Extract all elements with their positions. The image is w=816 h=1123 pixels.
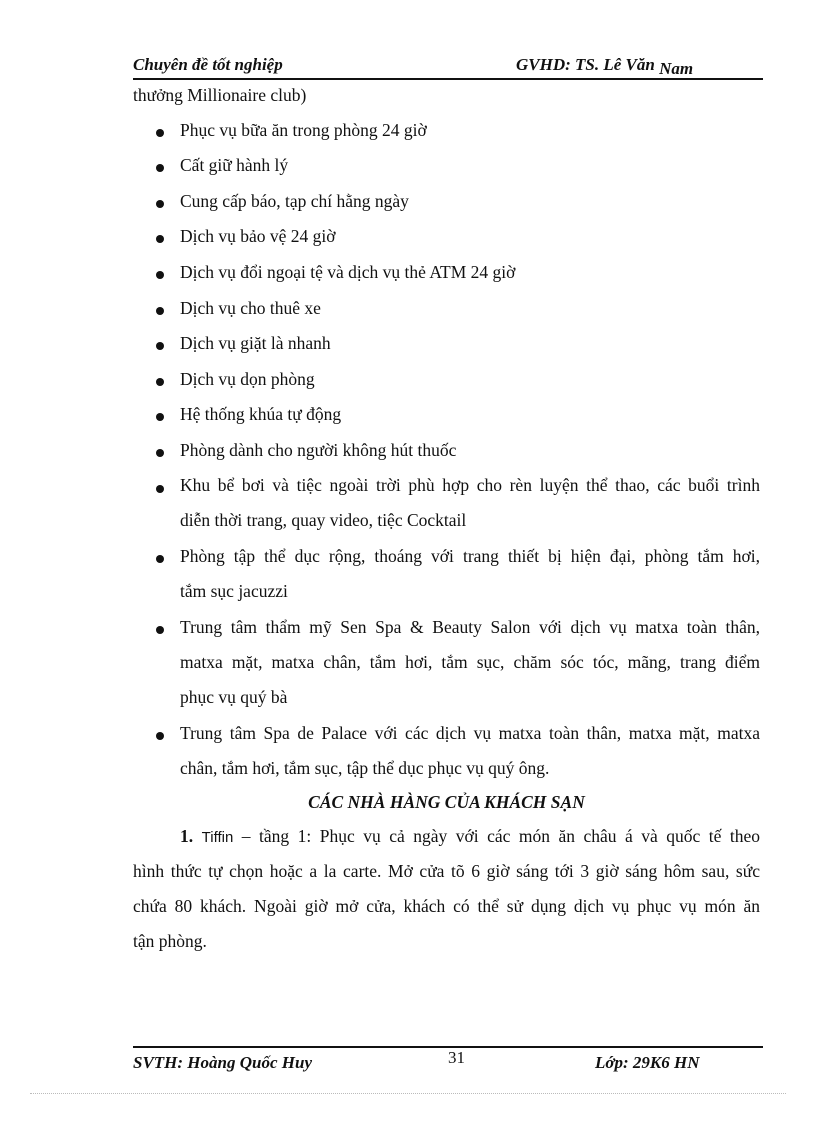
header-advisor-prefix: GVHD: TS. Lê Văn <box>516 55 655 74</box>
bullet-icon <box>156 449 164 457</box>
page-footer <box>133 1046 763 1078</box>
paragraph-line: hình thức tự chọn hoặc a la carte. Mở cửa tõ 6 giờ sáng tới 3 giờ sáng hôm sau, sức <box>133 861 760 881</box>
bullet-text: tắm sục jacuzzi <box>180 581 288 601</box>
paragraph-line1-rest: – tầng 1: Phục vụ cả ngày với các món ăn châu á và quốc tế theo <box>233 826 761 846</box>
page-header <box>133 52 763 80</box>
bullet-icon <box>156 626 164 634</box>
bullet-text: Phòng dành cho người không hút thuốc <box>180 440 457 460</box>
bullet-text: Trung tâm thẩm mỹ Sen Spa & Beauty Salon với dịch vụ matxa toàn thân, <box>180 617 760 637</box>
bullet-icon <box>156 271 164 279</box>
bullet-text: Phục vụ bữa ăn trong phòng 24 giờ <box>180 120 427 140</box>
page-edge-divider <box>30 1093 786 1094</box>
bullet-icon <box>156 342 164 350</box>
bullet-icon <box>156 129 164 137</box>
bullet-text: Dịch vụ dọn phòng <box>180 369 315 389</box>
paragraph-line: chứa 80 khách. Ngoài giờ mở cửa, khách có thể sử dụng dịch vụ phục vụ món ăn <box>133 896 760 916</box>
bullet-text: Dịch vụ giặt là nhanh <box>180 333 331 353</box>
bullet-text: Khu bể bơi và tiệc ngoài trời phù hợp cho rèn luyện thể thao, các buổi trình <box>180 475 760 495</box>
page-number: 31 <box>448 1048 465 1067</box>
bullet-icon <box>156 413 164 421</box>
bullet-icon <box>156 307 164 315</box>
bullet-icon <box>156 235 164 243</box>
footer-student: SVTH: Hoàng Quốc Huy <box>133 1053 312 1072</box>
bullet-icon <box>156 555 164 563</box>
bullet-text: Hệ thống khúa tự động <box>180 404 342 424</box>
restaurant-name: Tiffin <box>201 829 234 846</box>
intro-line: thưởng Millionaire club) <box>133 85 307 105</box>
bullet-text: Trung tâm Spa de Palace với các dịch vụ matxa toàn thân, matxa mặt, matxa <box>180 723 760 743</box>
footer-class: Lớp: 29K6 HN <box>595 1053 700 1072</box>
paragraph-line: tận phòng. <box>133 931 207 951</box>
bullet-text: Phòng tập thể dục rộng, thoáng với trang thiết bị hiện đại, phòng tắm hơi, <box>180 546 760 566</box>
bullet-text: chân, tắm hơi, tắm sục, tập thể dục phục vụ quý ông. <box>180 758 550 778</box>
bullet-icon <box>156 164 164 172</box>
header-advisor <box>516 55 694 78</box>
header-advisor-name: Nam <box>659 59 694 78</box>
paragraph-line <box>133 826 760 847</box>
bullet-text: Dịch vụ đổi ngoại tệ và dịch vụ thẻ ATM 24 giờ <box>180 262 516 282</box>
bullet-icon <box>156 732 164 740</box>
bullet-icon <box>156 200 164 208</box>
bullet-text: matxa mặt, matxa chân, tắm hơi, tắm sục, chăm sóc tóc, mãng, trang điểm <box>180 652 760 672</box>
bullet-text: Dịch vụ bảo vệ 24 giờ <box>180 226 336 246</box>
bullet-icon <box>156 485 164 493</box>
section-title: CÁC NHÀ HÀNG CỦA KHÁCH SẠN <box>308 792 585 812</box>
paragraph-number: 1. <box>180 826 194 846</box>
header-title: Chuyên đề tốt nghiệp <box>133 55 283 74</box>
bullet-text: Dịch vụ cho thuê xe <box>180 298 321 318</box>
bullet-text: Cất giữ hành lý <box>180 155 289 175</box>
bullet-icon <box>156 378 164 386</box>
bullet-text: phục vụ quý bà <box>180 687 288 707</box>
bullet-text: Cung cấp báo, tạp chí hằng ngày <box>180 191 409 211</box>
bullet-text: diễn thời trang, quay video, tiệc Cocktail <box>180 510 467 530</box>
